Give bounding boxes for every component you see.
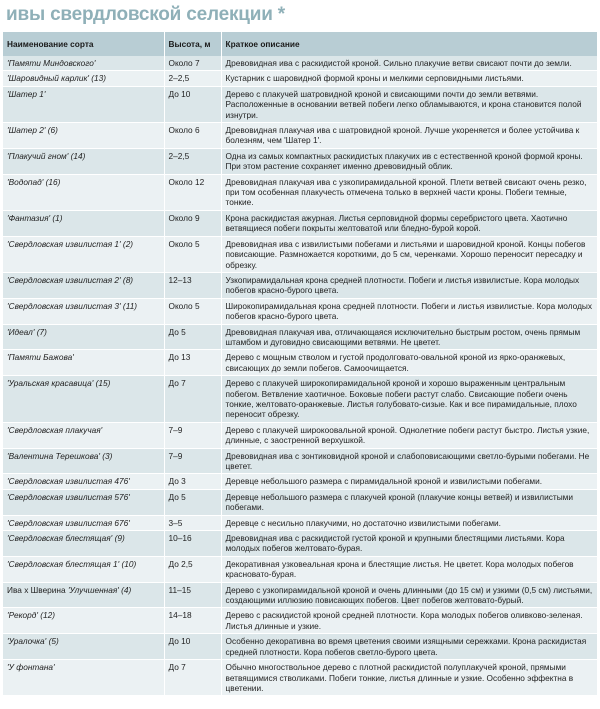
variety-name: 'Свердловская извилистая 476' bbox=[7, 476, 130, 487]
description-cell: Кустарник с шаровидной формой кроны и мелкими серповидными листьями. bbox=[221, 71, 597, 86]
variety-name-cell bbox=[3, 298, 164, 324]
variety-name-cell bbox=[3, 236, 164, 272]
table-row bbox=[3, 376, 597, 423]
table-row bbox=[3, 634, 597, 660]
table-row bbox=[3, 474, 597, 489]
table-row bbox=[3, 174, 597, 210]
table-row bbox=[3, 324, 597, 350]
description-cell: Древовидная ива с раскидистой густой кроной и крупными блестящими листьями. Кора молодых побегов желтовато-бурая. bbox=[221, 531, 597, 557]
table-row bbox=[3, 236, 597, 272]
variety-name: 'Свердловская извилистая 576' bbox=[7, 491, 130, 502]
variety-name-cell bbox=[3, 210, 164, 236]
description-cell: Дерево с раскидистой кроной средней плотности. Кора молодых побегов оливково-зеленая. Листья длинные и узкие. bbox=[221, 608, 597, 634]
variety-name-cell bbox=[3, 148, 164, 174]
variety-name: 'Шатер 1' bbox=[7, 88, 46, 99]
variety-name-cell bbox=[3, 376, 164, 423]
variety-name: 'Идеал' (7) bbox=[7, 326, 47, 337]
height-cell: До 3 bbox=[164, 474, 221, 489]
table-row bbox=[3, 660, 597, 696]
description-cell: Дерево с мощным стволом и густой продолговато-овальной кроной из ярко-оранжевых, свисающих до земли побегов. Самоочищается. bbox=[221, 350, 597, 376]
variety-name: 'Шаровидный карлик' (13) bbox=[7, 73, 107, 84]
variety-name: 'Свердловская блестящая 1' (10) bbox=[7, 558, 137, 569]
description-cell: Древовидная ива с извилистыми побегами и листьями и шаровидной кроной. Концы побегов повисающие. Размножается короткими, до 5 см, черенками. Хорошо переносит пересадку и обрезку. bbox=[221, 236, 597, 272]
species-name: Ива x Шверина bbox=[7, 584, 68, 595]
description-cell: Особенно декоративна во время цветения своими изящными сережками. Крона раскидистая средней плотности. Кора побегов светло-бурого цвета. bbox=[221, 634, 597, 660]
variety-name: 'Улучшенная' (4) bbox=[67, 584, 132, 595]
height-cell: Около 7 bbox=[164, 56, 221, 71]
variety-name-cell bbox=[3, 71, 164, 86]
table-row bbox=[3, 86, 597, 122]
variety-name: 'Памяти Миндовского' bbox=[7, 58, 96, 68]
variety-name-cell bbox=[3, 660, 164, 696]
height-cell: 10–16 bbox=[164, 531, 221, 557]
variety-name-cell bbox=[3, 556, 164, 582]
variety-name: 'Рекорд' (12) bbox=[7, 610, 56, 621]
variety-name: 'Плакучий гном' (14) bbox=[7, 150, 86, 161]
column-header-description: Краткое описание bbox=[221, 32, 597, 56]
variety-name: 'Уралочка' (5) bbox=[7, 636, 59, 647]
description-cell: Деревце небольшого размера с плакучей кроной (плакучие концы ветвей) и извилистыми побегами. bbox=[221, 489, 597, 515]
variety-name: 'Памяти Бажова' bbox=[7, 352, 74, 363]
description-cell: Дерево с узкопирамидальной кроной и очень длинными (до 15 см) и узкими (0,5 см) листьями, создающими иллюзию повисающих побегов. Цвет побегов желтовато-бурый. bbox=[221, 582, 597, 608]
table-row bbox=[3, 210, 597, 236]
table-row bbox=[3, 556, 597, 582]
variety-name-cell bbox=[3, 515, 164, 530]
table-row bbox=[3, 515, 597, 530]
variety-name: 'Водопад' (16) bbox=[7, 176, 61, 187]
variety-name-cell bbox=[3, 474, 164, 489]
height-cell: 2–2,5 bbox=[164, 148, 221, 174]
height-cell: До 5 bbox=[164, 324, 221, 350]
table-row bbox=[3, 56, 597, 71]
variety-name-cell bbox=[3, 174, 164, 210]
height-cell: До 10 bbox=[164, 634, 221, 660]
page-title: ивы свердловской селекции * bbox=[6, 4, 285, 25]
height-cell: Около 12 bbox=[164, 174, 221, 210]
variety-name: 'Шатер 2' (6) bbox=[7, 125, 58, 136]
variety-name-cell bbox=[3, 56, 164, 71]
height-cell: 11–15 bbox=[164, 582, 221, 608]
variety-name-cell bbox=[3, 422, 164, 448]
variety-name-cell bbox=[3, 634, 164, 660]
height-cell: До 2,5 bbox=[164, 556, 221, 582]
variety-name-cell bbox=[3, 489, 164, 515]
description-cell: Широкопирамидальная крона средней плотности. Побеги и листья извилистые. Кора молодых побегов красно-бурого цвета. bbox=[221, 298, 597, 324]
description-cell: Крона раскидистая ажурная. Листья серповидной формы серебристого цвета. Хаотично ветвящиеся побеги покрыты желтоватой или бледно-бурой корой. bbox=[221, 210, 597, 236]
description-cell: Узкопирамидальная крона средней плотности. Побеги и листья извилистые. Кора молодых побегов красно-бурого цвета. bbox=[221, 272, 597, 298]
variety-name: 'Свердловская извилистая 2' (8) bbox=[7, 274, 134, 285]
height-cell: 2–2,5 bbox=[164, 71, 221, 86]
variety-name: 'Свердловская извилистая 676' bbox=[7, 517, 130, 528]
table-row bbox=[3, 298, 597, 324]
table-row bbox=[3, 531, 597, 557]
variety-name: 'Свердловская блестящая' (9) bbox=[7, 533, 125, 544]
table-row bbox=[3, 448, 597, 474]
description-cell: Древовидная ива с зонтиковидной кроной и слабоповисающими светло-бурыми побегами. Не цветет. bbox=[221, 448, 597, 474]
height-cell: До 13 bbox=[164, 350, 221, 376]
table-header-row bbox=[3, 32, 597, 56]
table-row bbox=[3, 272, 597, 298]
table-row bbox=[3, 123, 597, 149]
variety-name: 'У фонтана' bbox=[7, 662, 55, 673]
description-cell: Одна из самых компактных раскидистых плакучих ив с естественной кроной формой кроны. При этом растение сохраняет именно древовидный облик. bbox=[221, 148, 597, 174]
table-row bbox=[3, 608, 597, 634]
variety-name: 'Свердловская плакучая' bbox=[7, 424, 103, 435]
variety-name-cell bbox=[3, 582, 164, 608]
variety-name: 'Уральская красавица' (15) bbox=[7, 378, 111, 389]
variety-name-cell bbox=[3, 448, 164, 474]
description-cell: Древовидная плакучая ива с шатровидной кроной. Лучше укореняется и более устойчива к болезням, чем 'Шатер 1'. bbox=[221, 123, 597, 149]
height-cell: Около 6 bbox=[164, 123, 221, 149]
description-cell: Дерево с плакучей шатровидной кроной и свисающими почти до земли ветвями. Расположенные в основании ветвей побеги легко обламываются, и крона становится полой изнутри. bbox=[221, 86, 597, 122]
description-cell: Декоративная узковеальная крона и блестящие листья. Не цветет. Кора молодых побегов красновато-бурая. bbox=[221, 556, 597, 582]
variety-name: 'Фантазия' (1) bbox=[7, 212, 63, 223]
description-cell: Обычно многоствольное дерево с плотной раскидистой полуплакучей кроной, прямыми ветвящимися стволиками. Побеги тонкие, листья длинные и узкие. Особенно эффектна в цветении. bbox=[221, 660, 597, 696]
variety-name-cell bbox=[3, 531, 164, 557]
height-cell: 7–9 bbox=[164, 448, 221, 474]
height-cell: До 5 bbox=[164, 489, 221, 515]
height-cell: До 10 bbox=[164, 86, 221, 122]
table-row bbox=[3, 71, 597, 86]
variety-name-cell bbox=[3, 324, 164, 350]
variety-name: 'Свердловская извилистая 1' (2) bbox=[7, 238, 134, 249]
variety-name-cell bbox=[3, 272, 164, 298]
table-row bbox=[3, 422, 597, 448]
variety-name: 'Валентина Терешкова' (3) bbox=[7, 450, 113, 461]
variety-name-cell bbox=[3, 86, 164, 122]
height-cell: До 7 bbox=[164, 376, 221, 423]
height-cell: 14–18 bbox=[164, 608, 221, 634]
variety-name-cell bbox=[3, 608, 164, 634]
height-cell: Около 5 bbox=[164, 236, 221, 272]
height-cell: 7–9 bbox=[164, 422, 221, 448]
variety-name-cell bbox=[3, 350, 164, 376]
description-cell: Древовидная ива с раскидистой кроной. Сильно плакучие ветви свисают почти до земли. bbox=[221, 56, 597, 71]
description-cell: Деревце небольшого размера с пирамидальной кроной и извилистыми побегами. bbox=[221, 474, 597, 489]
description-cell: Дерево с плакучей широкопирамидальной кроной и хорошо выраженным центральным побегом. Ветвление хаотичное. Боковые побеги растут слабо. Свисающие побеги очень тонкие, желтовато-оранжевые. Листья голубовато-сизые. Как и все пирамидальные, плохо переносит обрезку. bbox=[221, 376, 597, 423]
variety-name-cell bbox=[3, 123, 164, 149]
description-cell: Деревце с несильно плакучими, но достаточно извилистыми побегами. bbox=[221, 515, 597, 530]
height-cell: Около 9 bbox=[164, 210, 221, 236]
description-cell: Древовидная плакучая ива с узкопирамидальной кроной. Плети ветвей свисают очень резко, при том особенная плакучесть отмечена только в верхней части кроны. Побеги темные, тонкие. bbox=[221, 174, 597, 210]
willow-varieties-table bbox=[3, 32, 598, 696]
table-row bbox=[3, 350, 597, 376]
description-cell: Древовидная плакучая ива, отличающаяся исключительно быстрым ростом, очень прямым штамбом и дуговидно свисающими ветвями. Не цветет. bbox=[221, 324, 597, 350]
height-cell: Около 5 bbox=[164, 298, 221, 324]
variety-name: 'Свердловская извилистая 3' (11) bbox=[7, 300, 138, 311]
table-row bbox=[3, 148, 597, 174]
height-cell: 12–13 bbox=[164, 272, 221, 298]
table-row bbox=[3, 582, 597, 608]
column-header-height: Высота, м bbox=[164, 32, 221, 56]
column-header-name: Наименование сорта bbox=[3, 32, 164, 56]
table-row bbox=[3, 489, 597, 515]
height-cell: До 7 bbox=[164, 660, 221, 696]
height-cell: 3–5 bbox=[164, 515, 221, 530]
description-cell: Дерево с плакучей широкоовальной кроной. Однолетние побеги растут быстро. Листья узкие, длинные, с заостренной верхушкой. bbox=[221, 422, 597, 448]
table-body bbox=[3, 56, 597, 696]
